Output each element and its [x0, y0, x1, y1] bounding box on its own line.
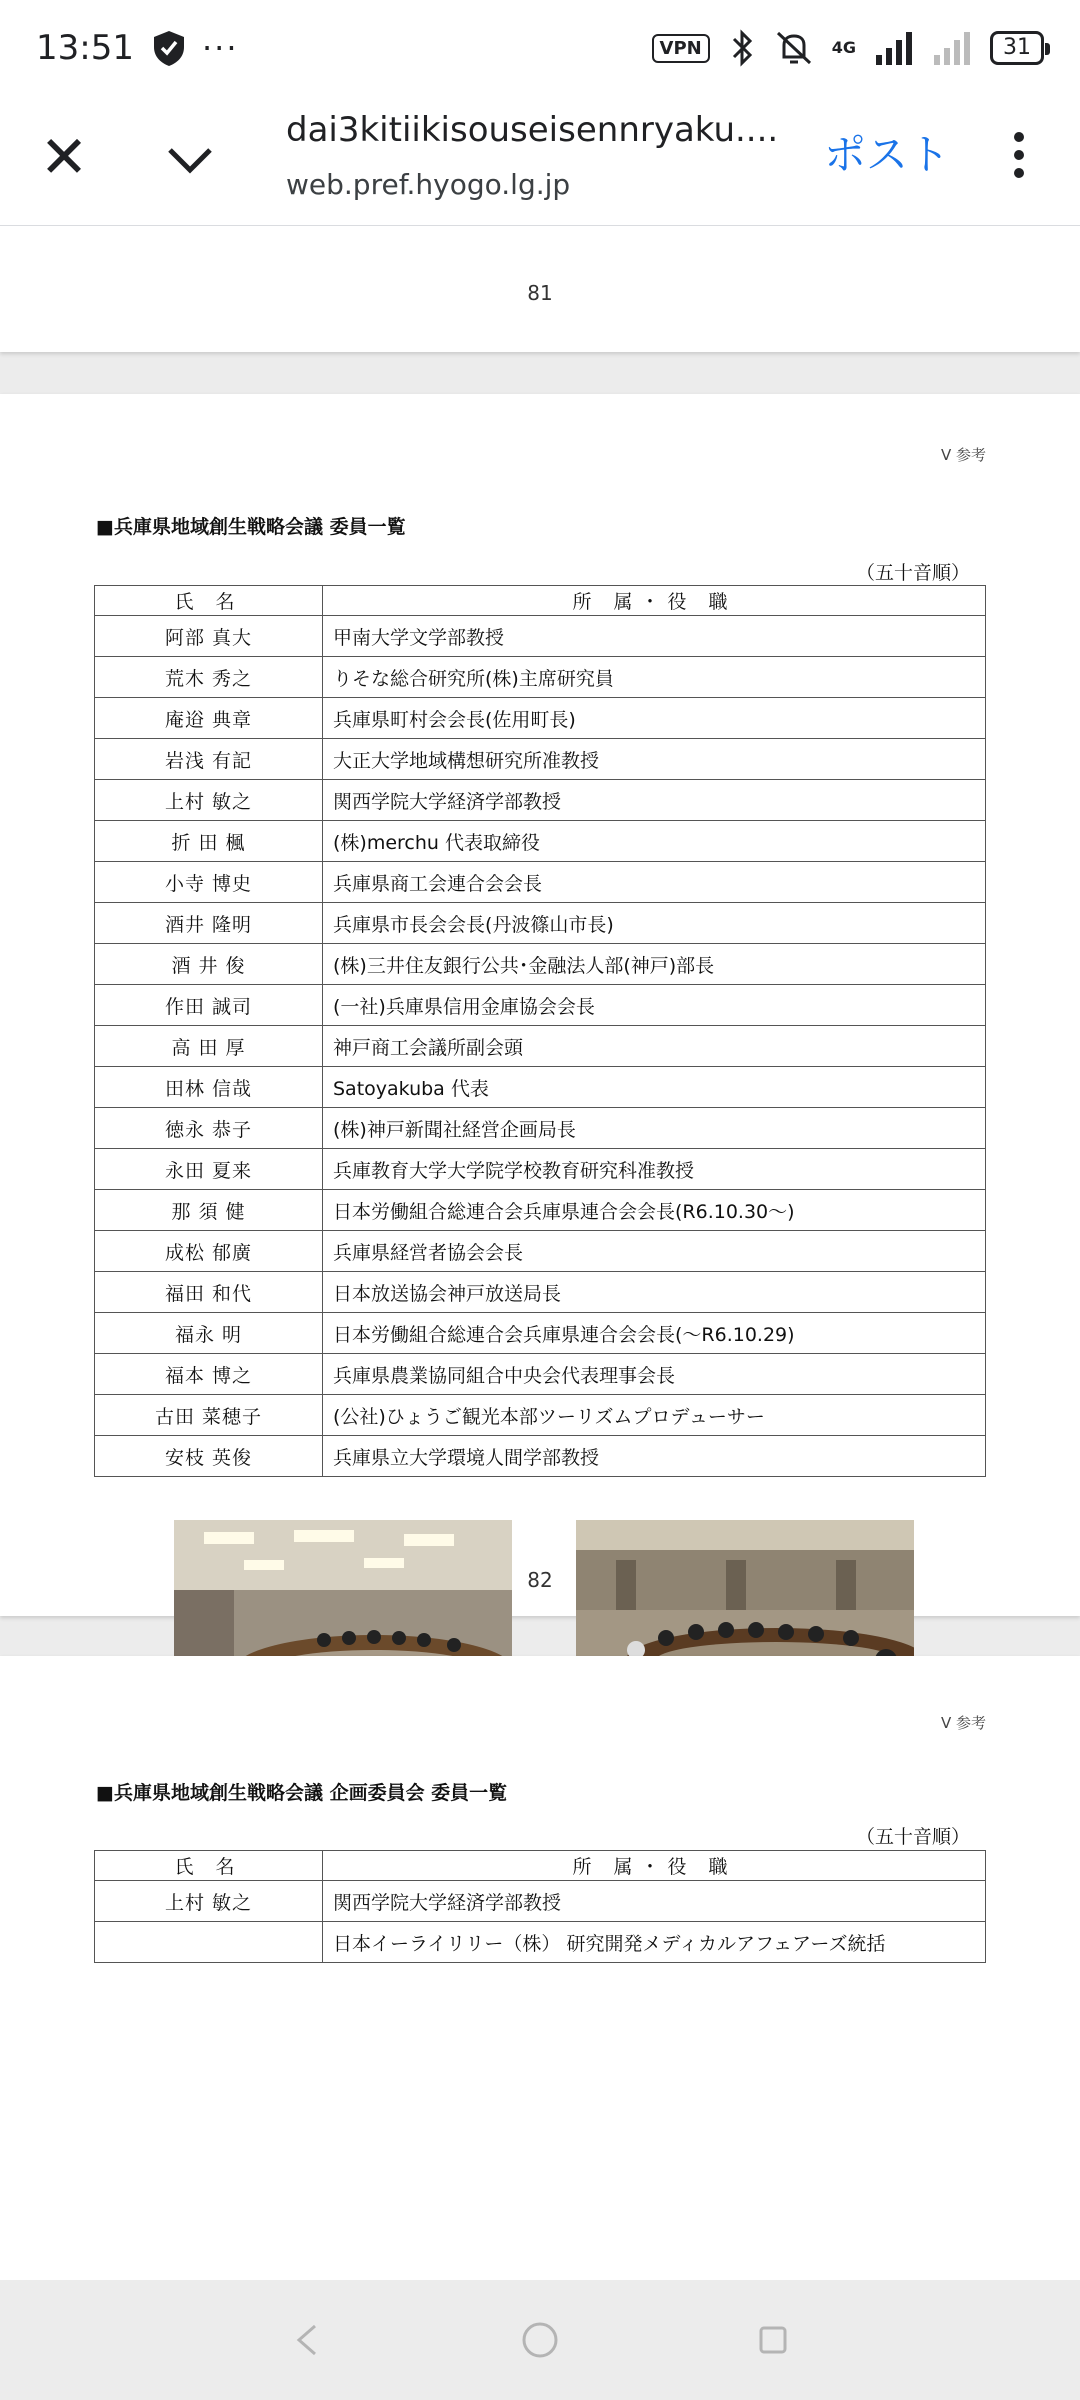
member-role: 日本労働組合総連合会兵庫県連合会会長(R6.10.30～) [323, 1190, 986, 1231]
page-domain[interactable]: web.pref.hyogo.lg.jp [286, 168, 571, 201]
member-name: 成松 郁廣 [95, 1231, 323, 1272]
table-row [95, 944, 986, 985]
column-header-name: 氏 名 [95, 586, 323, 616]
document-heading: ■兵庫県地域創生戦略会議 企画委員会 委員一覧 [96, 1782, 508, 1804]
table-header-row [95, 586, 986, 616]
table-row [95, 985, 986, 1026]
table-row [95, 821, 986, 862]
member-role: 神戸商工会議所副会頭 [323, 1026, 986, 1067]
member-role: 日本放送協会神戸放送局長 [323, 1272, 986, 1313]
member-role: (公社)ひょうご観光本部ツーリズムプロデューサー [323, 1395, 986, 1436]
table-row [95, 1067, 986, 1108]
chevron-down-icon[interactable] [160, 130, 220, 190]
column-header-name: 氏 名 [95, 1851, 323, 1881]
table-row [95, 1231, 986, 1272]
member-name: 岩浅 有記 [95, 739, 323, 780]
member-role: (株)merchu 代表取締役 [323, 821, 986, 862]
member-name: 上村 敏之 [95, 780, 323, 821]
member-name: 高 田 厚 [95, 1026, 323, 1067]
recents-icon[interactable] [749, 2316, 797, 2364]
pdf-viewer[interactable] [0, 226, 1080, 2280]
member-role: 大正大学地域構想研究所准教授 [323, 739, 986, 780]
member-role: (株)神戸新聞社経営企画局長 [323, 1108, 986, 1149]
table-row [95, 903, 986, 944]
table-row [95, 1436, 986, 1477]
order-note: （五十音順） [855, 562, 970, 584]
member-name: 作田 誠司 [95, 985, 323, 1026]
column-header-role: 所 属・役 職 [323, 1851, 986, 1881]
table-row [95, 1272, 986, 1313]
system-icons [652, 29, 1044, 67]
mute-icon [774, 29, 814, 67]
table-row [95, 862, 986, 903]
table-row [95, 1313, 986, 1354]
network-type: 4G [831, 38, 856, 57]
member-name: 古田 菜穂子 [95, 1395, 323, 1436]
member-name: 永田 夏来 [95, 1149, 323, 1190]
member-role: (株)三井住友銀行公共･金融法人部(神戸)部長 [323, 944, 986, 985]
member-role: 関西学院大学経済学部教授 [323, 780, 986, 821]
table-row [95, 698, 986, 739]
vpn-icon: VPN [652, 34, 710, 63]
table-row [95, 1149, 986, 1190]
member-name: 小寺 博史 [95, 862, 323, 903]
member-role: 兵庫県町村会会長(佐用町長) [323, 698, 986, 739]
member-role: 兵庫県立大学環境人間学部教授 [323, 1436, 986, 1477]
order-note: （五十音順） [855, 1826, 970, 1848]
member-name: 荒木 秀之 [95, 657, 323, 698]
committee-members-table [94, 1850, 986, 1963]
shield-icon [152, 29, 186, 67]
member-name: 酒 井 俊 [95, 944, 323, 985]
post-button[interactable]: ポスト [824, 130, 951, 179]
member-role: 兵庫教育大学大学院学校教育研究科准教授 [323, 1149, 986, 1190]
member-name [95, 1922, 323, 1963]
member-role: 兵庫県商工会連合会会長 [323, 862, 986, 903]
member-name: 那 須 健 [95, 1190, 323, 1231]
member-role: 甲南大学文学部教授 [323, 616, 986, 657]
pdf-page [0, 394, 1080, 1616]
member-name: 福田 和代 [95, 1272, 323, 1313]
signal-icon [874, 31, 914, 65]
pdf-page [0, 1656, 1080, 2280]
status-time: 13:51 [36, 28, 134, 68]
member-role: りそな総合研究所(株)主席研究員 [323, 657, 986, 698]
home-icon[interactable] [516, 2316, 564, 2364]
table-row [95, 1026, 986, 1067]
table-row [95, 616, 986, 657]
member-role: 関西学院大学経済学部教授 [323, 1881, 986, 1922]
member-name: 福永 明 [95, 1313, 323, 1354]
member-name: 田林 信哉 [95, 1067, 323, 1108]
table-row [95, 1395, 986, 1436]
table-row [95, 1190, 986, 1231]
more-notifications-icon: ··· [201, 29, 239, 67]
more-options-icon[interactable] [1004, 126, 1034, 196]
member-role: (一社)兵庫県信用金庫協会会長 [323, 985, 986, 1026]
member-role: Satoyakuba 代表 [323, 1067, 986, 1108]
back-icon[interactable] [283, 2316, 331, 2364]
signal-2-icon [932, 31, 972, 65]
bluetooth-icon [728, 29, 756, 67]
member-role: 日本イーライリリー（株） 研究開発メディカルアフェアーズ統括 [323, 1922, 986, 1963]
member-name: 阿部 真大 [95, 616, 323, 657]
table-row [95, 739, 986, 780]
section-label: Ⅴ 参考 [940, 1714, 986, 1732]
page-number: 81 [527, 281, 553, 305]
member-name: 庵逧 典章 [95, 698, 323, 739]
browser-toolbar [0, 96, 1080, 226]
table-row [95, 657, 986, 698]
table-row [95, 1108, 986, 1149]
close-icon[interactable]: ✕ [39, 123, 89, 191]
table-row [95, 1354, 986, 1395]
table-header-row [95, 1851, 986, 1881]
page-title[interactable]: dai3kitiikisouseisennryaku.... [286, 110, 779, 150]
table-row [95, 1881, 986, 1922]
table-row [95, 1922, 986, 1963]
page-number: 82 [527, 1568, 553, 1592]
member-name: 徳永 恭子 [95, 1108, 323, 1149]
column-header-role: 所 属・役 職 [323, 586, 986, 616]
member-name: 折 田 楓 [95, 821, 323, 862]
member-name: 福本 博之 [95, 1354, 323, 1395]
member-role: 日本労働組合総連合会兵庫県連合会会長(～R6.10.29) [323, 1313, 986, 1354]
document-heading: ■兵庫県地域創生戦略会議 委員一覧 [96, 516, 406, 538]
table-row [95, 780, 986, 821]
member-role: 兵庫県経営者協会会長 [323, 1231, 986, 1272]
member-name: 安枝 英俊 [95, 1436, 323, 1477]
navigation-bar [0, 2280, 1080, 2400]
member-name: 酒井 隆明 [95, 903, 323, 944]
member-role: 兵庫県市長会会長(丹波篠山市長) [323, 903, 986, 944]
pdf-page [0, 226, 1080, 352]
status-bar [0, 0, 1080, 96]
battery-icon: 31 [990, 31, 1044, 65]
section-label: Ⅴ 参考 [940, 446, 986, 464]
members-table [94, 585, 986, 1477]
member-name: 上村 敏之 [95, 1881, 323, 1922]
member-role: 兵庫県農業協同組合中央会代表理事会長 [323, 1354, 986, 1395]
